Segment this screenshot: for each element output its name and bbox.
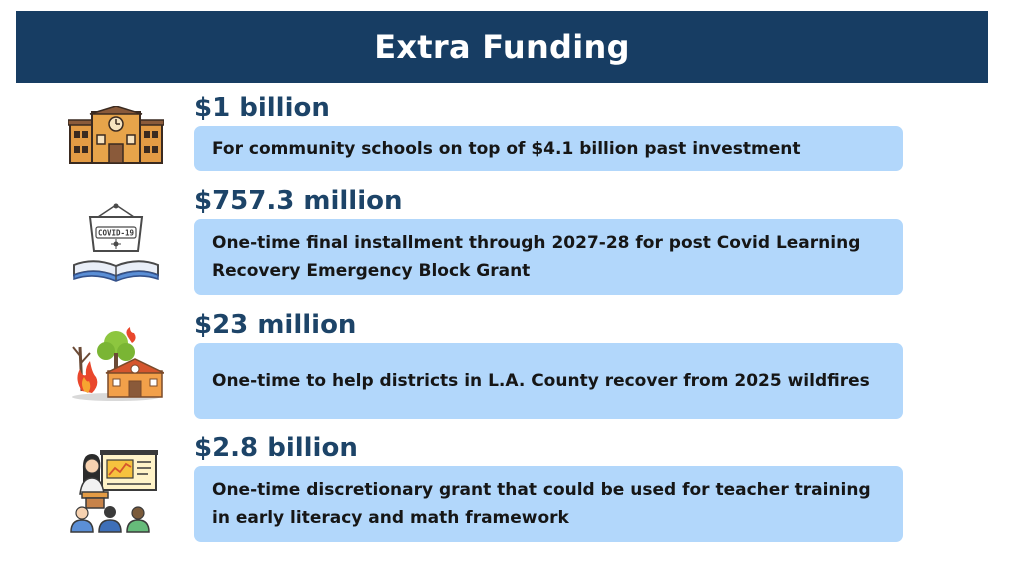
covid-sign-text: COVID-19 — [97, 228, 135, 238]
school-building-icon — [68, 106, 164, 166]
page-title: Extra Funding — [374, 28, 630, 66]
header-banner — [16, 11, 988, 83]
teacher-training-icon — [68, 448, 164, 534]
funding-description-box — [194, 343, 903, 419]
funding-description-box — [194, 126, 903, 171]
funding-description-box — [194, 466, 903, 542]
funding-description: One-time to help districts in L.A. County recover from 2025 wildfires — [212, 371, 870, 391]
funding-amount: $757.3 million — [194, 186, 403, 216]
funding-description-box — [194, 219, 903, 295]
wildfire-school-icon — [68, 327, 164, 402]
funding-amount: $2.8 billion — [194, 433, 358, 463]
funding-amount: $23 million — [194, 310, 357, 340]
covid-book-icon — [68, 203, 164, 283]
funding-description: For community schools on top of $4.1 billion past investment — [212, 138, 801, 159]
funding-description: One-time discretionary grant that could be used for teacher training in early literacy and math framework — [212, 480, 871, 528]
funding-amount: $1 billion — [194, 93, 330, 123]
funding-description: One-time final installment through 2027-28 for post Covid Learning Recovery Emergency Block Grant — [212, 233, 861, 281]
